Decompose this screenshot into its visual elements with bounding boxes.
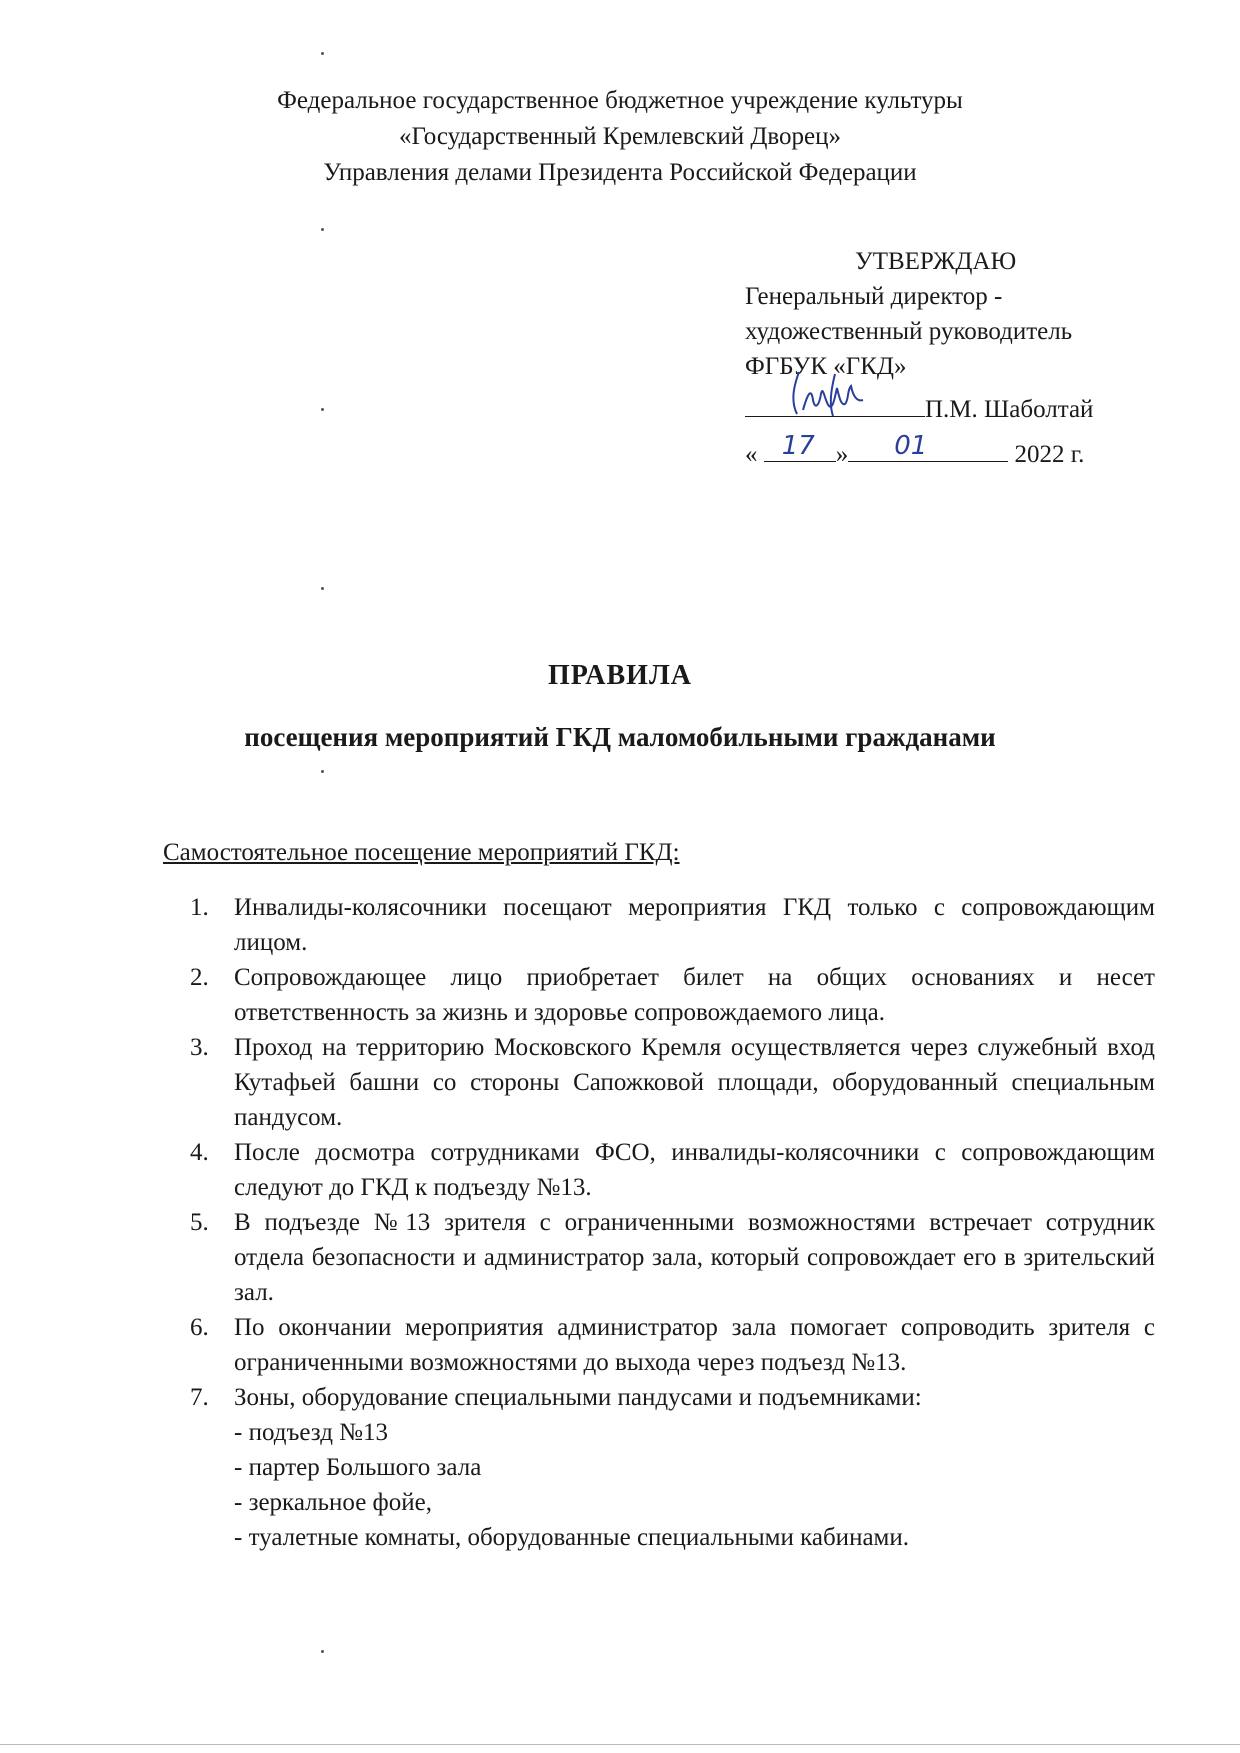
scan-speck [321, 52, 324, 55]
scan-speck [321, 408, 324, 411]
list-item: 2. Сопровождающее лицо приобретает билет на общих основаниях и несет ответственность за жизнь и здоровье сопровождаемого лица. [190, 964, 1155, 1026]
approver-position-2: художественный руководитель [745, 318, 1073, 345]
date-day-handwritten: 17 [781, 431, 815, 461]
list-item: 5. В подъезде №13 зрителя с ограниченными возможностями встречает сотрудник отдела безопасности и администратор зала, который сопровождает его в зрительский зал. [190, 1209, 1155, 1306]
organization-line-2: «Государственный Кремлевский Дворец» [398, 123, 842, 150]
document-subtitle: посещения мероприятий ГКД маломобильными гражданами [244, 722, 996, 752]
scan-speck [321, 1650, 324, 1653]
approver-organization: ФГБУК «ГКД» [745, 353, 907, 380]
list-item: 7. Зоны, оборудование специальными пандусами и подъемниками: [190, 1384, 922, 1411]
zone-item: - зеркальное фойе, [234, 1489, 432, 1516]
list-item: 1. Инвалиды-колясочники посещают мероприятия ГКД только с сопровождающим лицом. [190, 894, 1155, 956]
zone-item: - подъезд №13 [234, 1419, 389, 1446]
approval-date: « 17 » 01 2022 г. [745, 435, 1145, 472]
signer-name: П.М. Шаболтай [925, 396, 1094, 423]
scan-speck [321, 587, 324, 590]
zones-list [190, 1415, 1155, 1555]
approver-position-1: Генеральный директор - [745, 283, 1003, 310]
scan-edge-line [0, 1744, 1240, 1745]
list-item: 6. По окончании мероприятия администратор зала помогает сопроводить зрителя с ограниченными возможностями до выхода через подъезд №13. [190, 1314, 1155, 1376]
list-item: 3. Проход на территорию Московского Кремля осуществляется через служебный вход Кутафьей башни со стороны Сапожковой площади, оборудованный специальным пандусом. [190, 1034, 1155, 1131]
scan-speck [321, 770, 324, 773]
zone-item: - партер Большого зала [234, 1454, 482, 1481]
approval-title: УТВЕРЖДАЮ [855, 248, 1017, 275]
date-year: 2022 г. [1014, 441, 1085, 468]
handwritten-signature [785, 366, 895, 420]
date-month-handwritten: 01 [894, 431, 928, 461]
list-item: 4. После досмотра сотрудниками ФСО, инвалиды-колясочники с сопровождающим следуют до ГКД к подъезду №13. [190, 1139, 1155, 1201]
zone-item: - туалетные комнаты, оборудованные специальными кабинами. [234, 1524, 909, 1551]
rules-list [190, 890, 1155, 1555]
signature-field [745, 390, 925, 427]
organization-header [0, 83, 1240, 191]
document-title: ПРАВИЛА [547, 660, 693, 691]
organization-line-3: Управления делами Президента Российской Федерации [323, 159, 917, 186]
date-day-field [764, 431, 836, 472]
date-month-field [848, 431, 1008, 472]
signature-line [745, 390, 1145, 427]
scan-speck [321, 228, 324, 231]
approval-block [745, 244, 1145, 472]
organization-line-1: Федеральное государственное бюджетное учреждение культуры [277, 87, 963, 114]
section-heading: Самостоятельное посещение мероприятий ГКД: [163, 839, 680, 866]
